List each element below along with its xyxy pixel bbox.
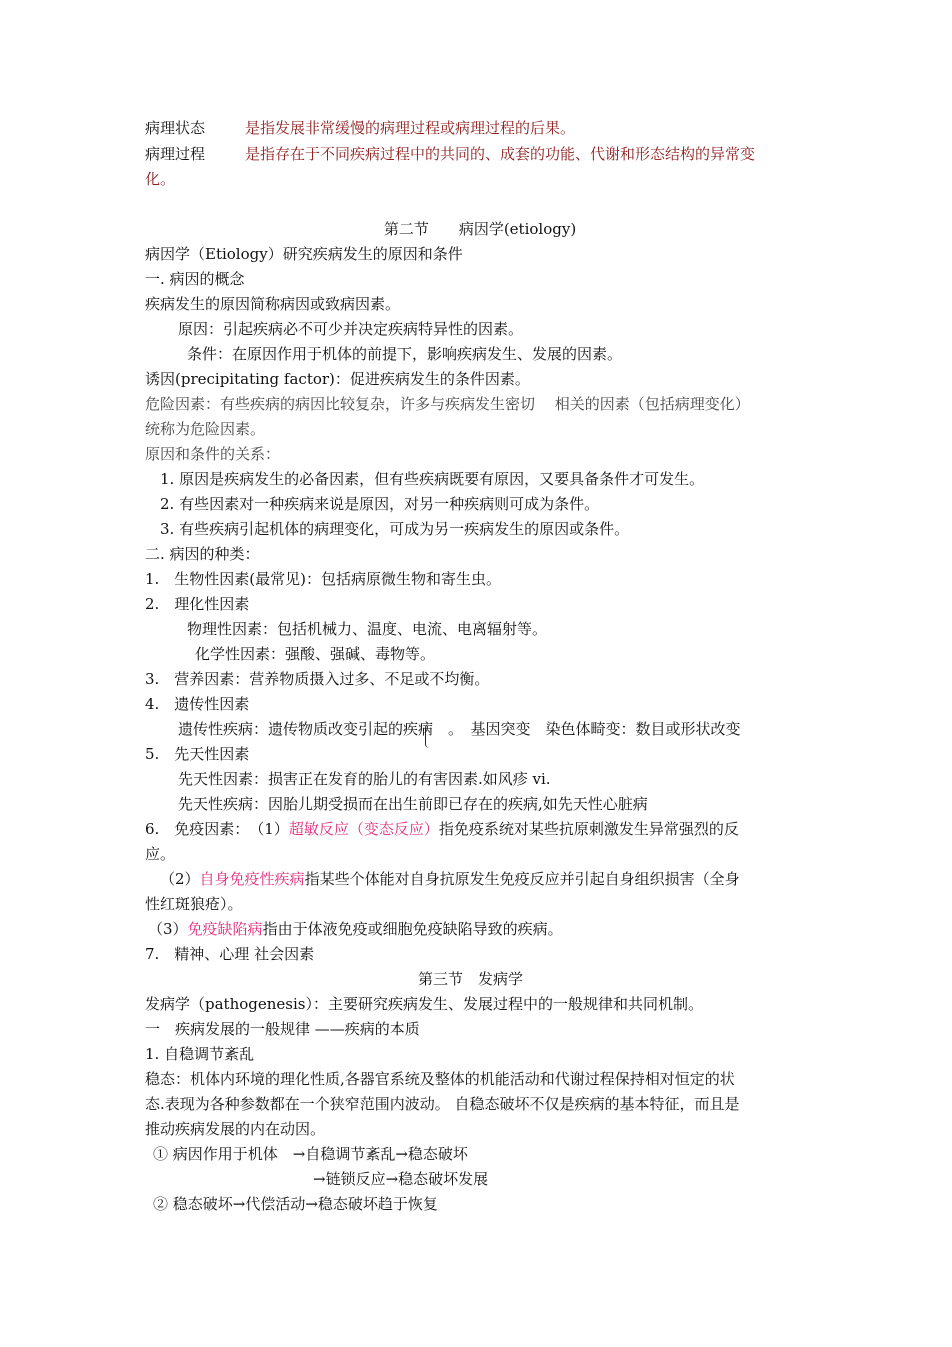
list-item: 2. 理化性因素	[145, 595, 250, 613]
paragraph: 推动疾病发展的内在动因。	[145, 1120, 326, 1138]
highlight-term: 超敏反应（变态反应）	[288, 820, 439, 838]
highlight-term: 自身免疫性疾病	[199, 870, 305, 888]
term: 病理过程	[145, 145, 206, 163]
list-item: 4. 遗传性因素	[145, 695, 250, 713]
text: 指免疫系统对某些抗原刺激发生异常强烈的反	[438, 820, 739, 838]
paragraph: 疾病发生的原因简称病因或致病因素。	[145, 295, 401, 313]
paragraph: 原因和条件的关系：	[145, 445, 281, 463]
list-item: 遗传性疾病：遗传物质改变引起的疾病 。 基因突变 染色体畸变：数目或形状改变	[178, 720, 741, 738]
paragraph: 诱因(precipitating factor)：促进疾病发生的条件因素。	[145, 370, 530, 388]
paragraph: 发病学（pathogenesis）：主要研究疾病发生、发展过程中的一般规律和共同机制。	[145, 995, 703, 1013]
list-item	[160, 867, 830, 892]
list-item: 化学性因素：强酸、强碱、毒物等。	[195, 645, 436, 663]
list-item: 性红斑狼疮）。	[145, 895, 243, 913]
list-item: 2. 有些因素对一种疾病来说是原因，对另一种疾病则可成为条件。	[160, 495, 600, 513]
list-item: 先天性因素：损害正在发育的胎儿的有害因素.如风疹 vi.	[178, 770, 551, 788]
list-item: 1. 生物性因素(最常见)：包括病原微生物和寄生虫。	[145, 570, 502, 588]
paragraph: 态.表现为各种参数都在一个狭窄范围内波动。 自稳态破坏不仅是疾病的基本特征，而且是	[145, 1095, 740, 1113]
text: 6. 免疫因素： （1）	[145, 820, 289, 838]
definition-text: 是指发展非常缓慢的病理过程或病理过程的后果。	[245, 119, 576, 137]
flow-line: ② 稳态破坏→代偿活动→稳态破坏趋于恢复	[153, 1195, 438, 1213]
heading: 二. 病因的种类：	[145, 545, 260, 563]
list-item: 5. 先天性因素	[145, 745, 250, 763]
heading: 1. 自稳调节紊乱	[145, 1045, 255, 1063]
paragraph: 统称为危险因素。	[145, 420, 266, 438]
list-item: 1. 原因是疾病发生的必备因素，但有些疾病既要有原因，又要具备条件才可发生。	[160, 470, 705, 488]
definition-text: 是指存在于不同疾病过程中的共同的、成套的功能、代谢和形态结构的异常变	[245, 145, 756, 163]
section-title: 第二节 病因学(etiology)	[383, 220, 577, 238]
section-title: 第三节 发病学	[418, 970, 524, 988]
paragraph: 稳态：机体内环境的理化性质,各器官系统及整体的机能活动和代谢过程保持相对恒定的状	[145, 1070, 735, 1088]
heading: 一 疾病发展的一般规律 ——疾病的本质	[145, 1020, 420, 1038]
list-item	[145, 817, 815, 842]
flow-line: ① 病因作用于机体 →自稳调节紊乱→稳态破坏	[153, 1145, 468, 1163]
definition-continuation: 化。	[145, 170, 176, 188]
list-item: 3. 营养因素：营养物质摄入过多、不足或不均衡。	[145, 670, 490, 688]
paragraph: 条件：在原因作用于机体的前提下，影响疾病发生、发展的因素。	[187, 345, 623, 363]
list-item: 3. 有些疾病引起机体的病理变化，可成为另一疾病发生的原因或条件。	[160, 520, 630, 538]
list-item: 先天性疾病：因胎儿期受损而在出生前即已存在的疾病,如先天性心脏病	[178, 795, 648, 813]
flow-line: →链锁反应→稳态破坏发展	[313, 1170, 489, 1188]
highlight-term: 免疫缺陷病	[187, 920, 263, 938]
definition-pathological-state	[145, 116, 815, 141]
text: 指由于体液免疫或细胞免疫缺陷导致的疾病。	[262, 920, 563, 938]
heading: 一. 病因的概念	[145, 270, 245, 288]
paragraph: 危险因素：有些疾病的病因比较复杂，许多与疾病发生密切 相关的因素（包括病理变化）	[145, 395, 750, 413]
paragraph: 原因：引起疾病必不可少并决定疾病特异性的因素。	[178, 320, 524, 338]
text: 指某些个体能对自身抗原发生免疫反应并引起自身组织损害（全身	[304, 870, 740, 888]
text: （3）	[148, 920, 188, 938]
list-item: 7. 精神、心理 社会因素	[145, 945, 315, 963]
list-item: 应。	[145, 845, 176, 863]
text: （2）	[160, 870, 200, 888]
term: 病理状态	[145, 119, 206, 137]
definition-pathological-process	[145, 142, 815, 167]
list-item: 物理性因素：包括机械力、温度、电流、电离辐射等。	[187, 620, 548, 638]
paragraph: 病因学（Etiology）研究疾病发生的原因和条件	[145, 245, 463, 263]
list-item	[148, 917, 818, 942]
